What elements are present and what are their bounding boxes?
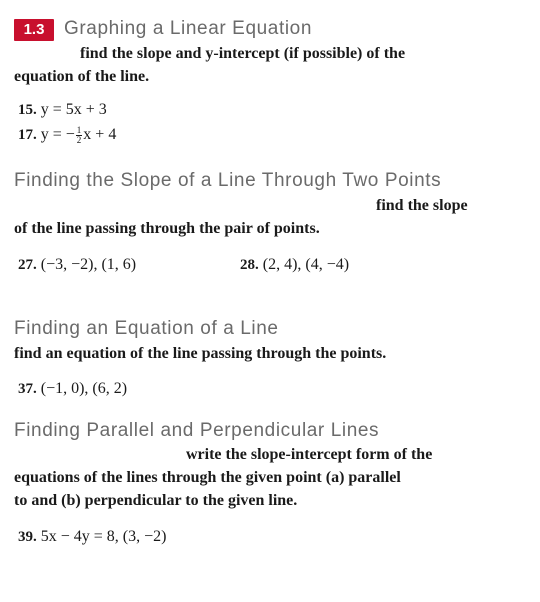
fraction-denominator: 2 (76, 135, 82, 145)
fraction-numerator: 1 (76, 125, 82, 135)
problem-number: 39. (18, 529, 37, 545)
problem-equation-suffix: x + 4 (83, 126, 117, 144)
problem-equation-prefix: y = − (40, 126, 75, 144)
problem-points: (2, 4), (4, −4) (262, 256, 350, 273)
problem-number: 17. (18, 127, 37, 144)
problem-number: 28. (240, 257, 259, 273)
problem-equation: 5x − 4y = 8, (3, −2) (40, 528, 167, 545)
problem-17 (18, 126, 116, 145)
instruction-slope-line1: find the slope (376, 197, 468, 214)
problem-number: 27. (18, 257, 37, 273)
section-heading-parallel: Finding Parallel and Perpendicular Lines (14, 420, 380, 441)
section-heading-graphing: Graphing a Linear Equation (64, 18, 312, 39)
problem-27 (18, 256, 136, 274)
problem-15 (18, 101, 107, 119)
problem-37 (18, 380, 127, 398)
section-heading-equation: Finding an Equation of a Line (14, 318, 279, 339)
problem-28 (240, 256, 349, 274)
instruction-parallel-line1: write the slope-intercept form of the (186, 446, 433, 463)
problem-number: 37. (18, 381, 37, 397)
problem-equation: y = 5x + 3 (40, 101, 107, 118)
instruction-parallel-line2: equations of the lines through the given point (a) parallel (14, 469, 401, 486)
instruction-graphing-line2: equation of the line. (14, 68, 150, 85)
problem-points: (−3, −2), (1, 6) (40, 256, 137, 273)
instruction-slope-line2: of the line passing through the pair of points. (14, 220, 320, 237)
instruction-equation-line1: find an equation of the line passing through the points. (14, 345, 387, 362)
problem-39 (18, 528, 166, 546)
section-badge: 1.3 (14, 19, 54, 41)
problem-points: (−1, 0), (6, 2) (40, 380, 128, 397)
instruction-parallel-line3: to and (b) perpendicular to the given line. (14, 492, 298, 509)
section-heading-slope: Finding the Slope of a Line Through Two Points (14, 170, 442, 191)
fraction (76, 126, 83, 145)
problem-number: 15. (18, 102, 37, 118)
instruction-graphing-line1: find the slope and y-intercept (if possible) of the (80, 45, 406, 62)
